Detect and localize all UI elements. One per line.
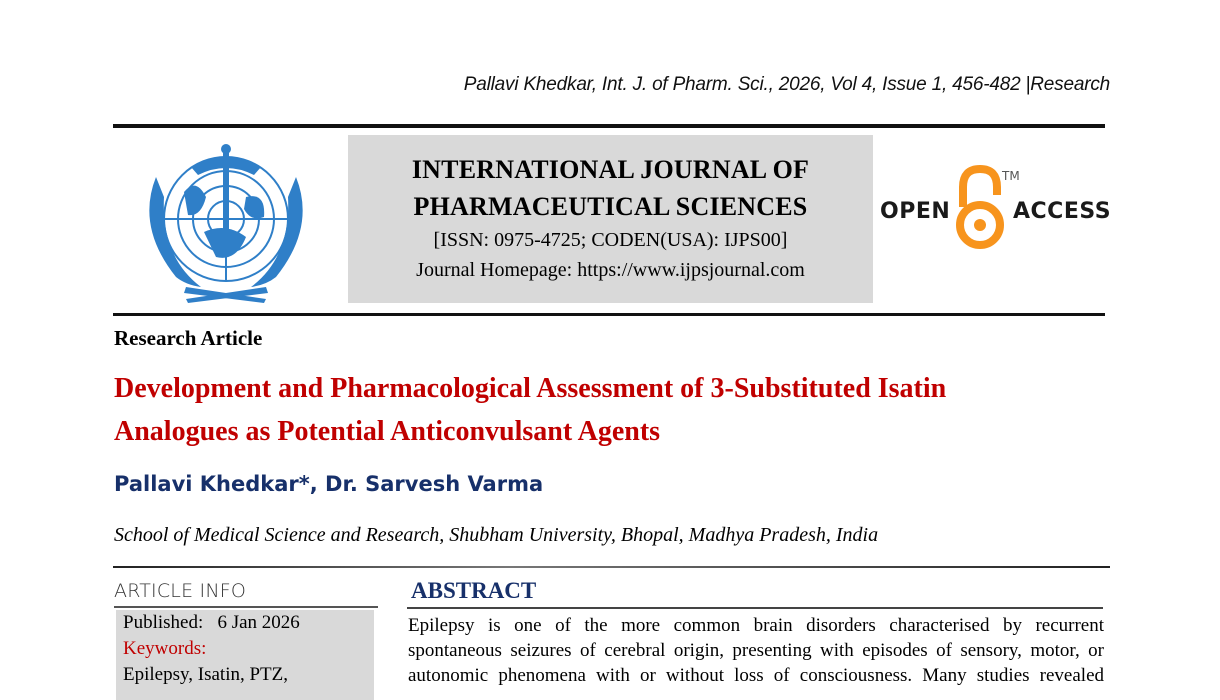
article-info-box	[116, 610, 374, 700]
affiliation: School of Medical Science and Research, Shubham University, Bhopal, Madhya Pradesh, India	[114, 524, 879, 546]
abstract-line: spontaneous seizures of cerebral origin, presenting with episodes of sensory, motor, or	[408, 640, 1104, 661]
trademark: TM	[1002, 169, 1020, 183]
open-access-logo	[880, 165, 1110, 255]
keywords-label: Keywords:	[123, 638, 207, 659]
published-label: Published:	[123, 612, 204, 633]
journal-issn: [ISSN: 0975-4725; CODEN(USA): IJPS00]	[433, 229, 788, 251]
who-emblem-icon	[126, 137, 326, 307]
authors: Pallavi Khedkar*, Dr. Sarvesh Varma	[114, 472, 544, 496]
journal-title-line1: INTERNATIONAL JOURNAL OF	[411, 155, 810, 184]
journal-masthead	[348, 135, 873, 303]
published-row	[123, 610, 374, 636]
article-title-line2: Analogues as Potential Anticonvulsant Agents	[114, 416, 661, 447]
open-lock-icon	[955, 165, 1005, 253]
header-rule-top	[113, 124, 1105, 128]
article-info-rule	[114, 606, 378, 608]
published-date: 6 Jan 2026	[217, 612, 300, 633]
abstract-line: autonomic phenomena with or without loss of consciousness. Many studies revealed	[408, 665, 1104, 686]
abstract-rule	[407, 607, 1103, 609]
journal-homepage: Journal Homepage: https://www.ijpsjournal.com	[416, 259, 805, 281]
article-title-line1: Development and Pharmacological Assessment of 3-Substituted Isatin	[114, 373, 947, 404]
affiliation-rule	[113, 566, 1110, 568]
article-title	[114, 367, 1114, 453]
article-type: Research Article	[114, 326, 263, 350]
running-head: Pallavi Khedkar, Int. J. of Pharm. Sci., 2026, Vol 4, Issue 1, 456-482 |Research	[463, 74, 1110, 95]
journal-title	[348, 151, 873, 225]
abstract-heading: ABSTRACT	[411, 578, 537, 603]
keywords: Epilepsy, Isatin, PTZ,	[123, 664, 288, 685]
open-access-left: OPEN	[880, 199, 951, 224]
abstract-text	[408, 613, 1104, 688]
abstract-line: Epilepsy is one of the more common brain disorders characterised by recurrent	[408, 615, 1104, 636]
article-info-heading: ARTICLE INFO	[114, 580, 247, 602]
journal-title-line2: PHARMACEUTICAL SCIENCES	[413, 192, 808, 221]
header-rule-bottom	[113, 313, 1105, 316]
open-access-right: ACCESS	[1013, 199, 1112, 224]
